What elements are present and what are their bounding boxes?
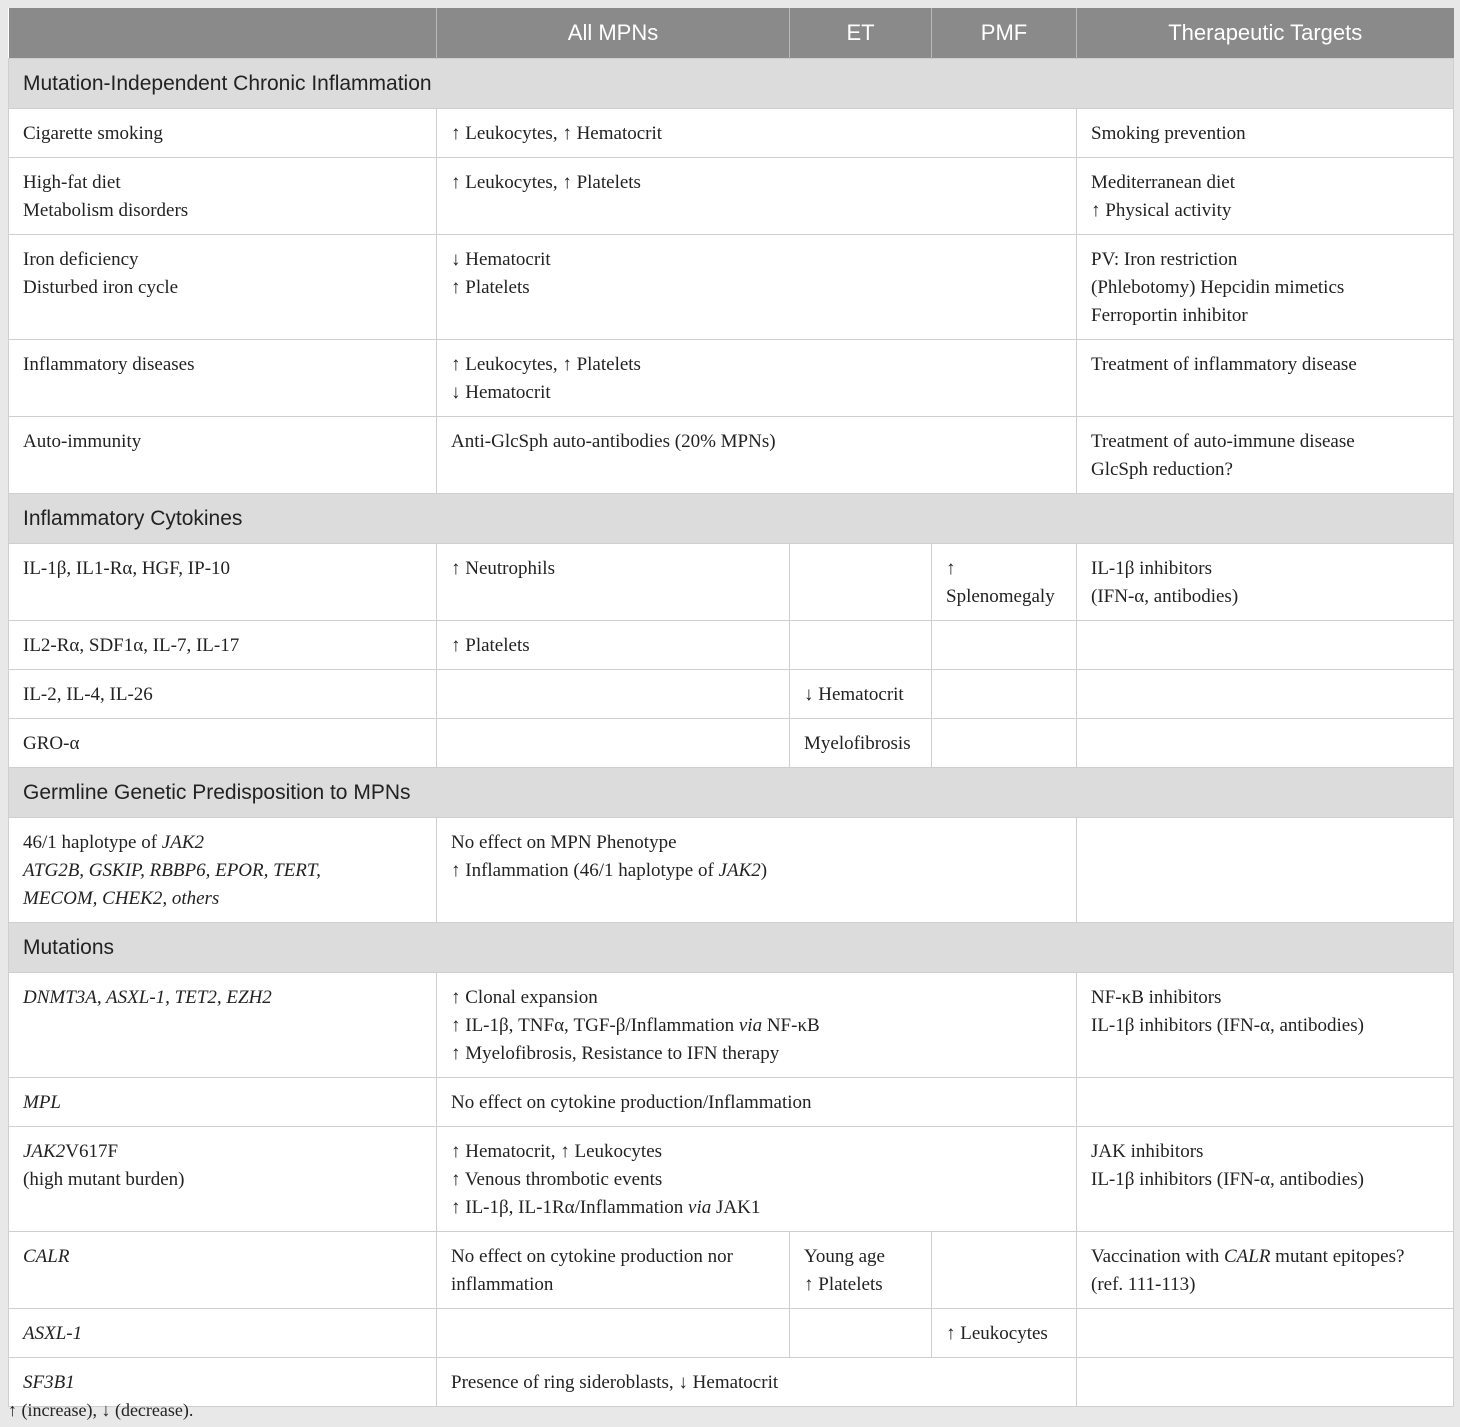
factor-cell: CALR <box>9 1232 437 1309</box>
factor-cell: JAK2V617F (high mutant burden) <box>9 1127 437 1232</box>
table-footnote: ↑ (increase), ↓ (decrease). <box>8 1400 194 1420</box>
factor-cell: Cigarette smoking <box>9 109 437 158</box>
target-cell: Treatment of inflammatory disease <box>1077 340 1454 417</box>
effect-cell: ↑ Leukocytes, ↑ Hematocrit <box>437 109 1077 158</box>
section-row <box>9 768 1454 818</box>
table-row <box>9 158 1454 235</box>
factor-cell: IL2-Rα, SDF1α, IL-7, IL-17 <box>9 621 437 670</box>
section-row <box>9 923 1454 973</box>
factor-cell: Inflammatory diseases <box>9 340 437 417</box>
header-pmf: PMF <box>932 8 1077 59</box>
et-cell <box>790 621 932 670</box>
section-title: Inflammatory Cytokines <box>9 494 1454 544</box>
target-cell <box>1077 1358 1454 1407</box>
et-cell: ↓ Hematocrit <box>790 670 932 719</box>
section-title: Mutation-Independent Chronic Inflammation <box>9 59 1454 109</box>
table-row <box>9 1232 1454 1309</box>
target-cell: Vaccination with CALR mutant epitopes? (ref. 111-113) <box>1077 1232 1454 1309</box>
table-row <box>9 1127 1454 1232</box>
effect-cell: No effect on MPN Phenotype ↑ Inflammation (46/1 haplotype of JAK2) <box>437 818 1077 923</box>
effect-cell: No effect on cytokine production nor inflammation <box>437 1232 790 1309</box>
et-cell <box>790 1309 932 1358</box>
pmf-cell <box>932 670 1077 719</box>
factor-cell: MPL <box>9 1078 437 1127</box>
target-cell <box>1077 1309 1454 1358</box>
effect-cell: ↑ Clonal expansion ↑ IL-1β, TNFα, TGF-β/Inflammation via NF-κB ↑ Myelofibrosis, Resistance to IFN therapy <box>437 973 1077 1078</box>
effect-cell: ↑ Neutrophils <box>437 544 790 621</box>
table-row <box>9 544 1454 621</box>
table-row <box>9 621 1454 670</box>
target-cell: Smoking prevention <box>1077 109 1454 158</box>
header-et: ET <box>790 8 932 59</box>
target-cell: Mediterranean diet ↑ Physical activity <box>1077 158 1454 235</box>
table-row <box>9 670 1454 719</box>
pmf-cell: ↑ Leukocytes <box>932 1309 1077 1358</box>
table-row <box>9 1078 1454 1127</box>
table-row <box>9 719 1454 768</box>
effect-cell: Presence of ring sideroblasts, ↓ Hematocrit <box>437 1358 1077 1407</box>
pmf-cell <box>932 621 1077 670</box>
effect-cell <box>437 1309 790 1358</box>
factor-cell: High-fat diet Metabolism disorders <box>9 158 437 235</box>
target-cell <box>1077 719 1454 768</box>
pmf-cell: ↑ Splenomegaly <box>932 544 1077 621</box>
table-row <box>9 417 1454 494</box>
effect-cell: ↑ Leukocytes, ↑ Platelets ↓ Hematocrit <box>437 340 1077 417</box>
effect-cell: ↑ Platelets <box>437 621 790 670</box>
target-cell: Treatment of auto-immune disease GlcSph reduction? <box>1077 417 1454 494</box>
factor-cell: SF3B1 <box>9 1358 437 1407</box>
section-row <box>9 494 1454 544</box>
et-cell: Myelofibrosis <box>790 719 932 768</box>
table-row <box>9 340 1454 417</box>
section-row <box>9 59 1454 109</box>
factor-cell: IL-2, IL-4, IL-26 <box>9 670 437 719</box>
table-row <box>9 109 1454 158</box>
et-cell: Young age ↑ Platelets <box>790 1232 932 1309</box>
effect-cell <box>437 719 790 768</box>
table-frame <box>8 8 1453 1407</box>
target-cell <box>1077 621 1454 670</box>
header-factor <box>9 8 437 59</box>
header-therapeutic-targets: Therapeutic Targets <box>1077 8 1454 59</box>
table-row <box>9 818 1454 923</box>
factor-cell: 46/1 haplotype of JAK2 ATG2B, GSKIP, RBBP6, EPOR, TERT, MECOM, CHEK2, others <box>9 818 437 923</box>
target-cell: IL-1β inhibitors (IFN-α, antibodies) <box>1077 544 1454 621</box>
effect-cell: ↑ Hematocrit, ↑ Leukocytes ↑ Venous thrombotic events ↑ IL-1β, IL-1Rα/Inflammation via JAK1 <box>437 1127 1077 1232</box>
pmf-cell <box>932 719 1077 768</box>
mpn-inflammation-table <box>8 8 1454 1407</box>
table-row <box>9 1309 1454 1358</box>
table-row <box>9 1358 1454 1407</box>
effect-cell: ↓ Hematocrit ↑ Platelets <box>437 235 1077 340</box>
factor-cell: IL-1β, IL1-Rα, HGF, IP-10 <box>9 544 437 621</box>
effect-cell: ↑ Leukocytes, ↑ Platelets <box>437 158 1077 235</box>
section-title: Germline Genetic Predisposition to MPNs <box>9 768 1454 818</box>
factor-cell: DNMT3A, ASXL-1, TET2, EZH2 <box>9 973 437 1078</box>
factor-cell: ASXL-1 <box>9 1309 437 1358</box>
table-row <box>9 235 1454 340</box>
target-cell: PV: Iron restriction (Phlebotomy) Hepcidin mimetics Ferroportin inhibitor <box>1077 235 1454 340</box>
header-all-mpns: All MPNs <box>437 8 790 59</box>
target-cell: NF-κB inhibitors IL-1β inhibitors (IFN-α, antibodies) <box>1077 973 1454 1078</box>
effect-cell: No effect on cytokine production/Inflammation <box>437 1078 1077 1127</box>
section-title: Mutations <box>9 923 1454 973</box>
header-row <box>9 8 1454 59</box>
pmf-cell <box>932 1232 1077 1309</box>
factor-cell: GRO-α <box>9 719 437 768</box>
factor-cell: Auto-immunity <box>9 417 437 494</box>
effect-cell <box>437 670 790 719</box>
table-row <box>9 973 1454 1078</box>
target-cell <box>1077 670 1454 719</box>
factor-cell: Iron deficiency Disturbed iron cycle <box>9 235 437 340</box>
target-cell <box>1077 1078 1454 1127</box>
target-cell: JAK inhibitors IL-1β inhibitors (IFN-α, antibodies) <box>1077 1127 1454 1232</box>
et-cell <box>790 544 932 621</box>
effect-cell: Anti-GlcSph auto-antibodies (20% MPNs) <box>437 417 1077 494</box>
target-cell <box>1077 818 1454 923</box>
